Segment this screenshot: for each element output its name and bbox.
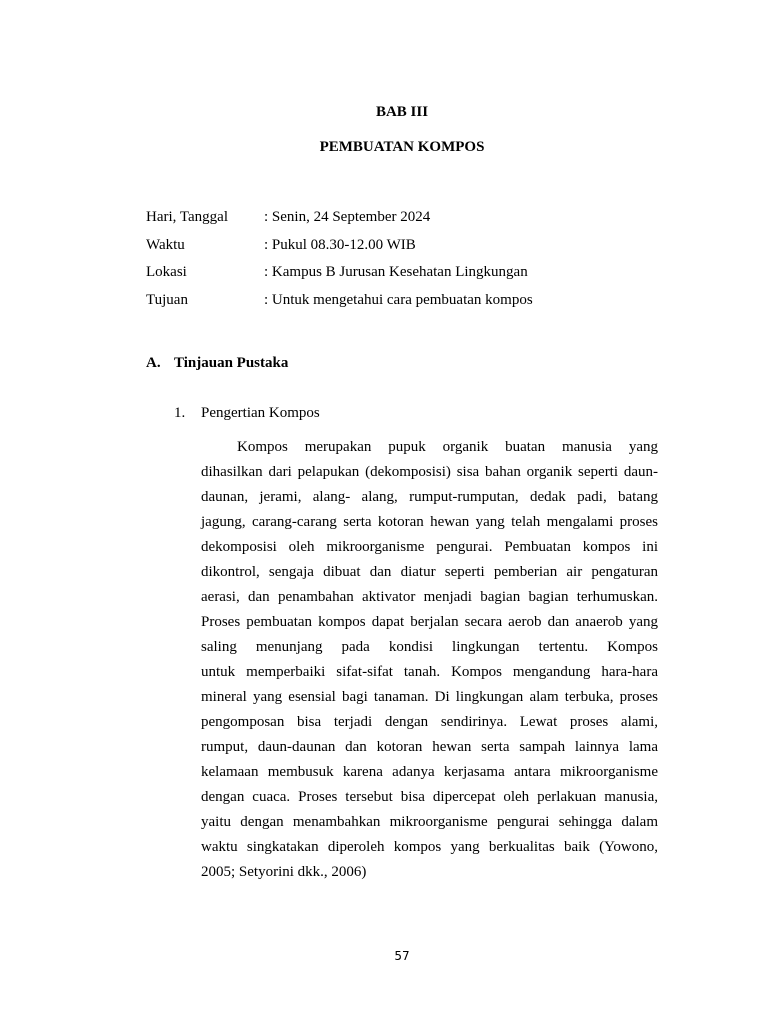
- meta-label: Tujuan: [146, 292, 188, 308]
- meta-value: : Senin, 24 September 2024: [264, 209, 431, 225]
- paragraph-line: pengomposan bisa terjadi dengan sendirinya. Lewat proses alami,: [201, 714, 658, 730]
- meta-value: : Kampus B Jurusan Kesehatan Lingkungan: [264, 264, 528, 280]
- paragraph-line: jagung, carang-carang serta kotoran hewan yang telah mengalami proses: [201, 514, 658, 530]
- paragraph-line: untuk memperbaiki sifat-sifat tanah. Kompos mengandung hara-hara: [201, 664, 658, 680]
- paragraph-line: saling menunjang pada kondisi lingkungan tertentu. Kompos: [201, 639, 658, 655]
- paragraph-line: yaitu dengan menambahkan mikroorganisme pengurai sehingga dalam: [201, 814, 658, 830]
- meta-value: : Pukul 08.30-12.00 WIB: [264, 237, 416, 253]
- paragraph-line: aerasi, dan penambahan aktivator menjadi bagian bagian terhumuskan.: [201, 589, 658, 605]
- chapter-heading: BAB III: [375, 104, 429, 120]
- paragraph-line: dekomposisi oleh mikroorganisme pengurai. Pembuatan kompos ini: [201, 539, 658, 555]
- paragraph-line: dihasilkan dari pelapukan (dekomposisi) sisa bahan organik seperti daun-: [201, 464, 658, 480]
- paragraph-line: daunan, jerami, alang- alang, rumput-rumputan, dedak padi, batang: [201, 489, 658, 505]
- chapter-title: PEMBUATAN KOMPOS: [319, 139, 485, 155]
- paragraph-line: 2005; Setyorini dkk., 2006): [201, 864, 367, 880]
- paragraph-line: waktu singkatakan diperoleh kompos yang berkualitas baik (Yowono,: [201, 839, 658, 855]
- paragraph-line: dikontrol, sengaja dibuat dan diatur seperti pemberian air pengaturan: [201, 564, 658, 580]
- subsection-title: Pengertian Kompos: [201, 405, 320, 421]
- section-number: A.: [146, 355, 161, 371]
- paragraph-line: kelamaan membusuk karena adanya kerjasama antara mikroorganisme: [201, 764, 658, 780]
- paragraph-line: dengan cuaca. Proses tersebut bisa dipercepat oleh perlakuan manusia,: [201, 789, 658, 805]
- paragraph-line: rumput, daun-daunan dan kotoran hewan serta sampah lainnya lama: [201, 739, 658, 755]
- meta-label: Hari, Tanggal: [146, 209, 228, 225]
- meta-label: Waktu: [146, 237, 185, 253]
- meta-label: Lokasi: [146, 264, 187, 280]
- section-title: Tinjauan Pustaka: [174, 355, 289, 371]
- paragraph-line: mineral yang esensial bagi tanaman. Di lingkungan alam terbuka, proses: [201, 689, 658, 705]
- body-paragraph: [201, 438, 658, 888]
- paragraph-line: Proses pembuatan kompos dapat berjalan secara aerob dan anaerob yang: [201, 614, 658, 630]
- page-number: 57: [394, 949, 410, 963]
- paragraph-line: Kompos merupakan pupuk organik buatan manusia yang: [237, 439, 658, 455]
- meta-value: : Untuk mengetahui cara pembuatan kompos: [264, 292, 533, 308]
- subsection-number: 1.: [174, 405, 186, 421]
